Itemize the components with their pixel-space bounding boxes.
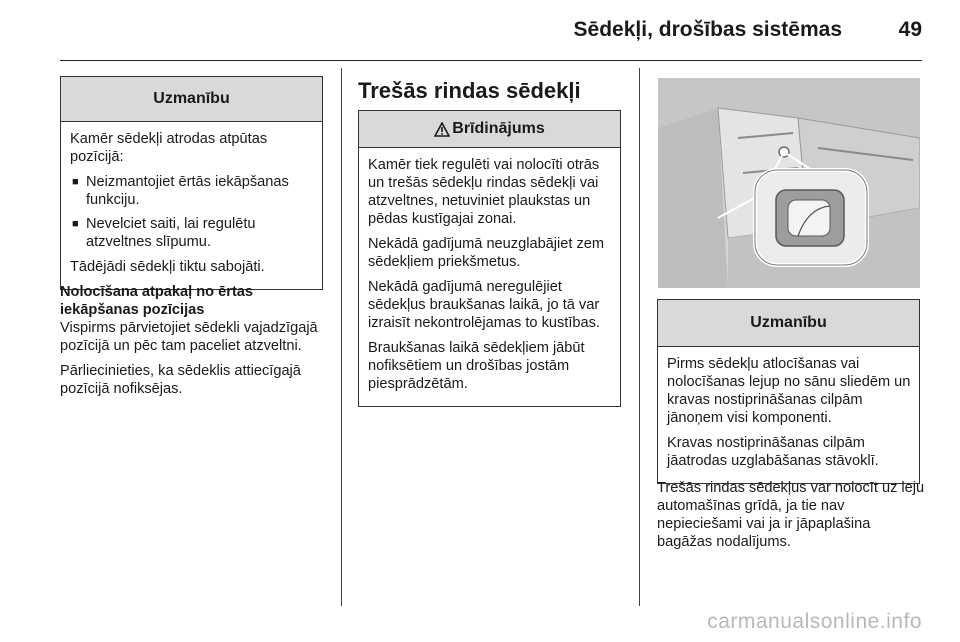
paragraph: Pārliecinieties, ka sēdeklis attiecīgajā pozīcijā nofiksējas. [60, 363, 301, 397]
warning-paragraph: Nekādā gadījumā neuzglabājiet zem sēdekļiem priekšmetus. [368, 236, 605, 270]
caution-outro: Tādējādi sēdekļi tiktu sabojāti. [70, 259, 265, 275]
caution-box-right [657, 299, 920, 484]
section-title: Trešās rindas sēdekļi [358, 78, 581, 103]
caution-box-left [60, 76, 323, 290]
paragraph: Trešās rindas sēdekļus var nolocīt uz leju automašīnas grīdā, ja tie nav nepieciešami vai ja ir jāpaplašina bagāžas nodalījums. [657, 480, 925, 550]
warning-box [358, 110, 621, 407]
caution-box-title: Uzmanību [658, 300, 919, 347]
caution-intro: Kamēr sēdekļi atrodas atpūtas pozīcijā: [70, 131, 268, 165]
caution-list [70, 173, 314, 251]
watermark: carmanualsonline.info [707, 610, 922, 633]
left-column-text [60, 283, 330, 405]
warning-paragraph: Nekādā gadījumā neregulējiet sēdekļus braukšanas laikā, jo tā var izraisīt nekontrolējamas to kustības. [368, 279, 600, 331]
page-number: 49 [898, 18, 922, 41]
caution-paragraph: Kravas nostiprināšanas cilpām jāatrodas uzglabāšanas stāvoklī. [667, 435, 879, 469]
caution-list-item: ■ Neizmantojiet ērtās iekāpšanas funkciju. [70, 173, 314, 209]
column-divider-right [639, 68, 640, 606]
caution-box-body [61, 122, 322, 289]
paragraph: Vispirms pārvietojiet sēdekli vajadzīgajā pozīcijā un pēc tam paceliet atzveltni. [60, 320, 318, 354]
column-divider-left [341, 68, 342, 606]
caution-box-body [658, 347, 919, 483]
header-divider [60, 60, 922, 61]
cargo-area-illustration [658, 78, 920, 288]
subheading: Nolocīšana atpakaļ no ērtas iekāpšanas pozīcijas [60, 284, 254, 318]
warning-paragraph: Braukšanas laikā sēdekļiem jābūt nofiksētiem un drošības jostām piesprādzētām. [368, 340, 585, 392]
caution-list-item: ■ Nevelciet saiti, lai regulētu atzveltnes slīpumu. [70, 215, 314, 251]
warning-box-header [359, 111, 620, 148]
warning-box-title: Brīdinājums [452, 120, 545, 137]
warning-box-body [359, 148, 620, 406]
page-header-title: Sēdekļi, drošības sistēmas [573, 18, 842, 41]
caution-paragraph: Pirms sēdekļu atlocīšanas vai nolocīšanas lejup no sānu sliedēm un kravas nostiprināšanas cilpām jānoņem visi komponenti. [667, 356, 911, 426]
right-column-text [657, 479, 925, 558]
warning-triangle-icon [434, 122, 450, 137]
warning-paragraph: Kamēr tiek regulēti vai nolocīti otrās un trešās sēdekļu rindas sēdekļi vai atzveltnes, netuviniet plaukstas un pēdas kustīgajai zonai. [368, 157, 600, 227]
caution-box-title: Uzmanību [61, 77, 322, 122]
